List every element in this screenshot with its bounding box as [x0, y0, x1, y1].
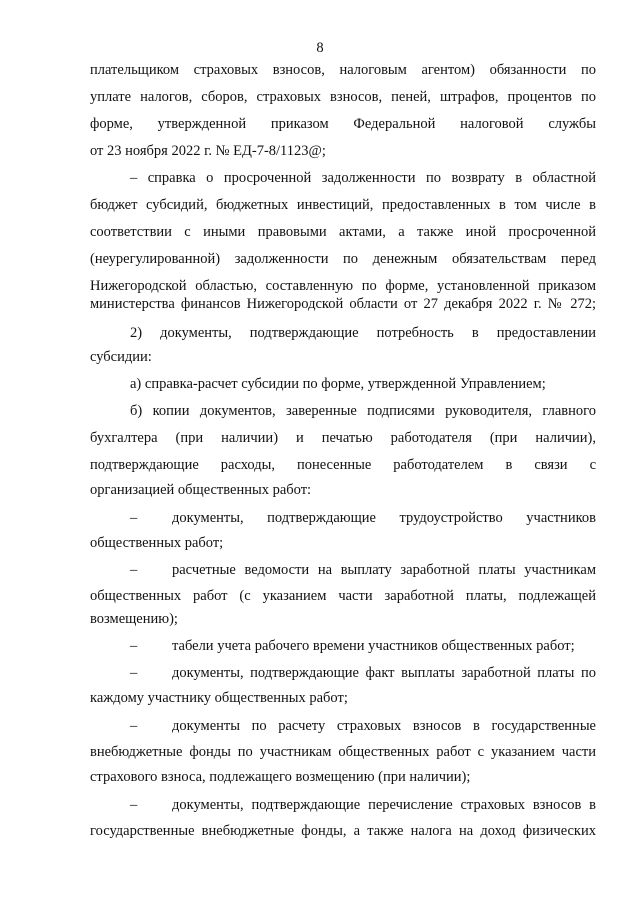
text-line: соответствии с иными правовыми актами, а также иной просроченной [90, 224, 596, 240]
text-line: документы, подтверждающие трудоустройство участников [172, 510, 596, 526]
text-line: табели учета рабочего времени участников общественных работ; [172, 638, 575, 654]
list-dash: – [130, 638, 138, 654]
text-line: – справка о просроченной задолженности по возврату в областной [130, 170, 596, 186]
text-line: Нижегородской областью, составленную по форме, установленной приказом [90, 278, 596, 294]
text-line: общественных работ; [90, 535, 224, 551]
page-number: 8 [316, 40, 324, 56]
text-line: общественных работ (с указанием части заработной платы, подлежащей [90, 588, 596, 604]
text-line: форме, утвержденной приказом Федеральной налоговой службы [90, 116, 596, 132]
text-line: государственные внебюджетные фонды, а также налога на доход физических [90, 823, 596, 839]
list-dash: – [130, 510, 138, 526]
text-line: организацией общественных работ: [90, 482, 312, 498]
text-line: страхового взноса, подлежащего возмещению (при наличии); [90, 769, 471, 785]
text-line: документы, подтверждающие перечисление страховых взносов в [172, 797, 596, 813]
text-line: а) справка-расчет субсидии по форме, утвержденной Управлением; [130, 376, 546, 392]
text-line: 2) документы, подтверждающие потребность в предоставлении [130, 325, 596, 341]
text-line: бюджет субсидий, бюджетных инвестиций, предоставленных в том числе в [90, 197, 596, 213]
text-line: возмещению); [90, 611, 178, 627]
text-line: уплате налогов, сборов, страховых взносов, пеней, штрафов, процентов по [90, 89, 596, 105]
text-line: подтверждающие расходы, понесенные работодателем в связи с [90, 457, 596, 473]
list-dash: – [130, 665, 138, 681]
list-dash: – [130, 797, 138, 813]
text-line: расчетные ведомости на выплату заработной платы участникам [172, 562, 596, 578]
text-line: бухгалтера (при наличии) и печатью работодателя (при наличии), [90, 430, 596, 446]
text-line: субсидии: [90, 349, 152, 365]
text-line: документы, подтверждающие факт выплаты заработной платы по [172, 665, 596, 681]
text-line: б) копии документов, заверенные подписями руководителя, главного [130, 403, 596, 419]
list-dash: – [130, 562, 138, 578]
text-line: министерства финансов Нижегородской области от 27 декабря 2022 г. № 272; [90, 296, 596, 312]
text-line: внебюджетные фонды по участникам общественных работ с указанием части [90, 744, 596, 760]
list-dash: – [130, 718, 138, 734]
text-line: (неурегулированной) задолженности по денежным обязательствам перед [90, 251, 596, 267]
text-line: каждому участнику общественных работ; [90, 690, 348, 706]
text-line: от 23 ноября 2022 г. № ЕД-7-8/1123@; [90, 143, 326, 159]
text-line: плательщиком страховых взносов, налоговым агентом) обязанности по [90, 62, 596, 78]
text-line: документы по расчету страховых взносов в государственные [172, 718, 596, 734]
